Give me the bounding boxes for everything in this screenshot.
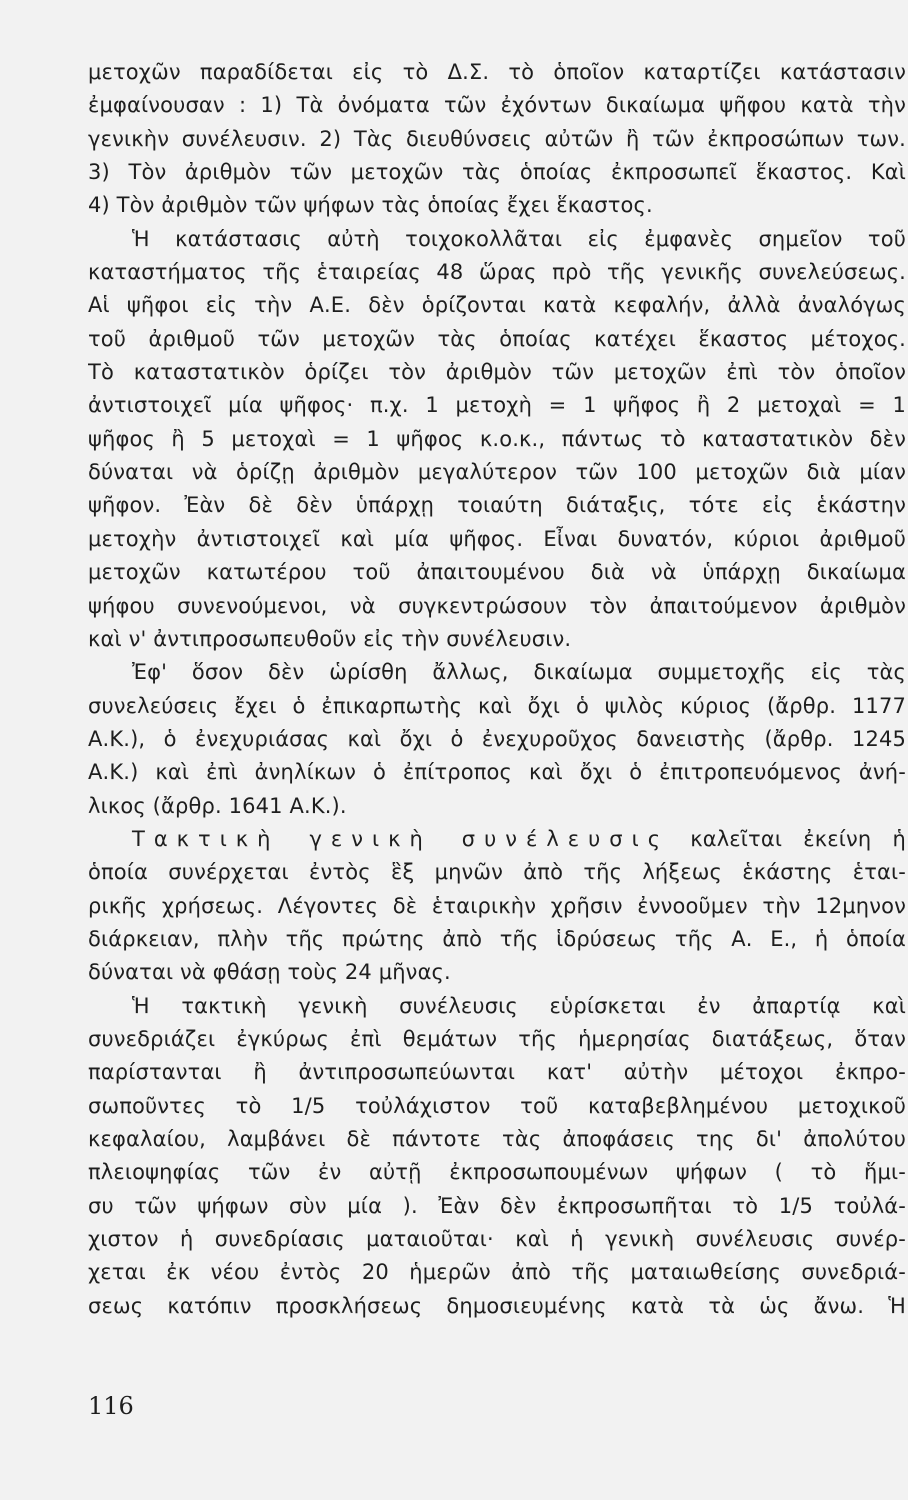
text-line: ψῆφον. Ἐὰν δὲ δὲν ὑπάρχῃ τοιαύτη διάταξις, τότε εἰς ἑκάστην [88, 493, 906, 518]
text-line: τοῦ ἀριθμοῦ τῶν μετοχῶν τὰς ὁποίας κατέχει ἕκαστος μέτοχος. [88, 326, 906, 351]
text-line: καὶ ν' ἀντιπροσωπευθοῦν εἰς τὴν συνέλευσιν. [88, 626, 572, 651]
text-line: 4) Τὸν ἀριθμὸν τῶν ψήφων τὰς ὁποίας ἔχει ἕκαστος. [88, 193, 653, 218]
text-line: σεως κατόπιν προσκλήσεως δημοσιευμένης κατὰ τὰ ὡς ἄνω. Ἡ [88, 1293, 906, 1318]
text-line: δύναται νὰ φθάσῃ τοὺς 24 μῆνας. [88, 960, 451, 985]
text-line: Ἡ τακτικὴ γενικὴ συνέλευσις εὑρίσκεται ἐν ἀπαρτίᾳ καὶ [132, 993, 906, 1018]
text-line: κεφαλαίου, λαμβάνει δὲ πάντοτε τὰς ἀποφάσεις της δι' ἀπολύτου [88, 1127, 906, 1151]
text-line: μετοχῶν παραδίδεται εἰς τὸ Δ.Σ. τὸ ὁποῖον καταρτίζει κατάστασιν [88, 60, 906, 84]
text-line: σωποῦντες τὸ 1/5 τοὐλάχιστον τοῦ καταβεβλημένου μετοχικοῦ [88, 1093, 906, 1118]
text-line: Ἐφ' ὅσον δὲν ὡρίσθη ἄλλως, δικαίωμα συμμετοχῆς εἰς τὰς [132, 660, 906, 685]
text-line: ψῆφος ἢ 5 μετοχαὶ = 1 ψῆφος κ.ο.κ., πάντως τὸ καταστατικὸν δὲν [88, 426, 906, 451]
text-line: ὁποία συνέρχεται ἐντὸς ἓξ μηνῶν ἀπὸ τῆς λήξεως ἑκάστης ἑται- [88, 860, 906, 885]
text-line: μετοχὴν ἀντιστοιχεῖ καὶ μία ψῆφος. Εἶναι δυνατόν, κύριοι ἀριθμοῦ [88, 526, 906, 551]
text-line: λικος (ἄρθρ. 1641 Α.Κ.). [88, 793, 347, 818]
text-line: χεται ἐκ νέου ἐντὸς 20 ἡμερῶν ἀπὸ τῆς ματαιωθείσης συνεδριά- [88, 1260, 906, 1285]
text-line: ἐμφαίνουσαν : 1) Τὰ ὀνόματα τῶν ἐχόντων δικαίωμα ψῆφου κατὰ τὴν [88, 93, 906, 118]
text-line: συνελεύσεις ἔχει ὁ ἐπικαρπωτὴς καὶ ὄχι ὁ ψιλὸς κύριος (ἄρθρ. 1177 [88, 693, 906, 718]
text-line: μετοχῶν κατωτέρου τοῦ ἀπαιτουμένου διὰ νὰ ὑπάρχῃ δικαίωμα [88, 560, 906, 585]
text-line: Α.Κ.) καὶ ἐπὶ ἀνηλίκων ὁ ἐπίτροπος καὶ ὄχι ὁ ἐπιτροπευόμενος ἀνή- [88, 760, 906, 785]
text-line: ἀντιστοιχεῖ μία ψῆφος· π.χ. 1 μετοχὴ = 1 ψῆφος ἢ 2 μετοχαὶ = 1 [88, 393, 906, 418]
heading-line [88, 823, 906, 856]
heading-line-rest: καλεῖται ἐκείνη ἡ [690, 826, 906, 851]
text-line: Ἡ κατάστασις αὐτὴ τοιχοκολλᾶται εἰς ἐμφανὲς σημεῖον τοῦ [132, 226, 906, 251]
text-line: Τὸ καταστατικὸν ὁρίζει τὸν ἀριθμὸν τῶν μετοχῶν ἐπὶ τὸν ὁποῖον [88, 360, 906, 385]
body-text [88, 56, 906, 1323]
text-line: γενικὴν συνέλευσιν. 2) Τὰς διευθύνσεις αὐτῶν ἢ τῶν ἐκπροσώπων των. [88, 126, 906, 151]
text-line: συ τῶν ψήφων σὺν μία ). Ἐὰν δὲν ἐκπροσωπῆται τὸ 1/5 τοὐλά- [88, 1193, 906, 1218]
text-line: χιστον ἡ συνεδρίασις ματαιοῦται· καὶ ἡ γενικὴ συνέλευσις συνέρ- [88, 1227, 906, 1252]
text-line: 3) Τὸν ἀριθμὸν τῶν μετοχῶν τὰς ὁποίας ἐκπροσωπεῖ ἕκαστος. Καὶ [88, 160, 906, 185]
text-line: παρίστανται ἢ ἀντιπροσωπεύωνται κατ' αὐτὴν μέτοχοι ἐκπρο- [88, 1060, 906, 1085]
text-line: καταστήματος τῆς ἑταιρείας 48 ὥρας πρὸ τῆς γενικῆς συνελεύσεως. [88, 260, 906, 285]
text-line: Α.Κ.), ὁ ἐνεχυριάσας καὶ ὄχι ὁ ἐνεχυροῦχος δανειστὴς (ἄρθρ. 1245 [88, 726, 906, 751]
text-line: διάρκειαν, πλὴν τῆς πρώτης ἀπὸ τῆς ἱδρύσεως τῆς Α. Ε., ἡ ὁποία [88, 926, 906, 951]
text-line: δύναται νὰ ὁρίζῃ ἀριθμὸν μεγαλύτερον τῶν 100 μετοχῶν διὰ μίαν [88, 460, 906, 485]
page-number: 116 [88, 1392, 134, 1420]
text-line: ψήφου συνενούμενοι, νὰ συγκεντρώσουν τὸν ἀπαιτούμενον ἀριθμὸν [88, 593, 906, 618]
text-line: Αἱ ψῆφοι εἰς τὴν Α.Ε. δὲν ὁρίζονται κατὰ κεφαλήν, ἀλλὰ ἀναλόγως [88, 293, 906, 318]
spaced-heading-term: Τακτικὴ γενικὴ συνέλευσις [132, 826, 670, 851]
text-line: συνεδριάζει ἐγκύρως ἐπὶ θεμάτων τῆς ἡμερησίας διατάξεως, ὅταν [88, 1026, 906, 1051]
text-line: ρικῆς χρήσεως. Λέγοντες δὲ ἑταιρικὴν χρῆσιν ἐννοοῦμεν τὴν 12μηνον [88, 893, 906, 918]
text-line: πλειοψηφίας τῶν ἐν αὐτῇ ἐκπροσωπουμένων ψήφων ( τὸ ἥμι- [88, 1160, 906, 1185]
